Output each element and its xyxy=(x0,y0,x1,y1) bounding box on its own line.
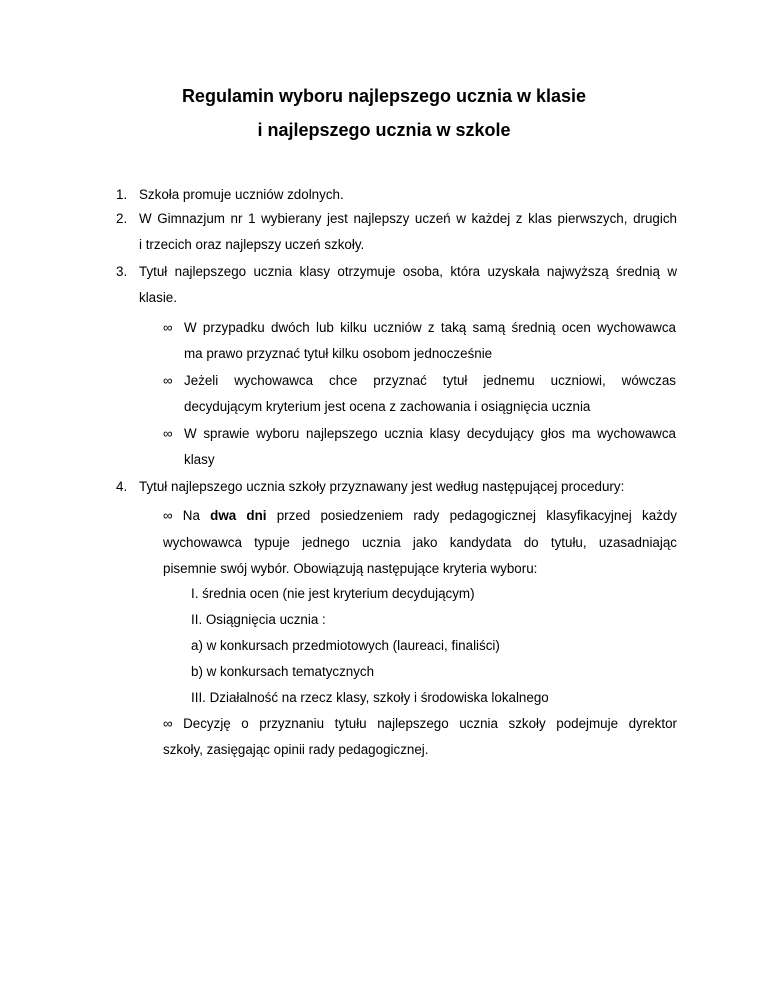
item-4-text: Tytuł najlepszego ucznia szkoły przyznawany jest według następującej procedury: xyxy=(139,479,625,494)
item-4-bullet-2-line1 xyxy=(163,715,677,733)
item-4-number: 4. xyxy=(116,479,128,494)
item-3-bullet-1-line2: ma prawo przyznać tytuł kilku osobom jednocześnie xyxy=(184,346,493,361)
item-3-line1: Tytuł najlepszego ucznia klasy otrzymuje osoba, która uzyskała najwyższą średnią w xyxy=(139,264,677,279)
criteria-item: II. Osiągnięcia ucznia : xyxy=(191,612,326,627)
item-2-line1: W Gimnazjum nr 1 wybierany jest najlepszy uczeń w każdej z klas pierwszych, drugich xyxy=(139,211,677,226)
item-4-bullet-1-line2: wychowawca typuje jednego ucznia jako kandydata do tytułu, uzasadniając xyxy=(163,535,677,550)
item-4-bullet-2-text: Decyzję o przyznaniu tytułu najlepszego ucznia szkoły podejmuje dyrektor xyxy=(183,716,677,731)
item-2-number: 2. xyxy=(116,211,128,226)
bullet-infinity-icon: ∞ xyxy=(163,320,173,335)
item-3-bullet-2-line1: Jeżeli wychowawca chce przyznać tytuł jednemu uczniowi, wówczas xyxy=(184,373,676,388)
criteria-item: a) w konkursach przedmiotowych (laureaci, finaliści) xyxy=(191,638,500,653)
item-3-bullet-3-line1: W sprawie wyboru najlepszego ucznia klasy decydujący głos ma wychowawca xyxy=(184,426,676,441)
item-4-bullet-1-pre: Na xyxy=(182,508,211,523)
item-4-bullet-2-line2: szkoły, zasięgając opinii rady pedagogicznej. xyxy=(163,742,429,757)
item-3-bullet-1-line1: W przypadku dwóch lub kilku uczniów z taką samą średnią ocen wychowawca xyxy=(184,320,676,335)
document-title-line1: Regulamin wyboru najlepszego ucznia w klasie xyxy=(181,86,587,106)
bullet-infinity-icon: ∞ xyxy=(163,373,173,388)
item-3-line2: klasie. xyxy=(139,290,177,305)
item-4-bullet-1-bold: dwa dni xyxy=(210,508,267,523)
criteria-item: III. Działalność na rzecz klasy, szkoły i środowiska lokalnego xyxy=(191,690,549,705)
item-3-bullet-3-line2: klasy xyxy=(184,452,215,467)
item-2-line2: i trzecich oraz najlepszy uczeń szkoły. xyxy=(139,237,365,252)
criteria-item: I. średnia ocen (nie jest kryterium decydującym) xyxy=(191,586,475,601)
bullet-infinity-icon: ∞ xyxy=(163,426,173,441)
bullet-infinity-icon: ∞ xyxy=(163,716,173,731)
item-3-bullet-2-line2: decydującym kryterium jest ocena z zachowania i osiągnięcia ucznia xyxy=(184,399,591,414)
item-3-number: 3. xyxy=(116,264,128,279)
item-1-text: Szkoła promuje uczniów zdolnych. xyxy=(139,187,344,202)
item-4-bullet-1-post: przed posiedzeniem rady pedagogicznej klasyfikacyjnej każdy xyxy=(266,508,677,523)
document-title-line2: i najlepszego ucznia w szkole xyxy=(257,120,511,140)
item-4-bullet-1-line1 xyxy=(163,507,677,525)
item-1-number: 1. xyxy=(116,187,128,202)
criteria-item: b) w konkursach tematycznych xyxy=(191,664,375,679)
item-4-bullet-1-line3: pisemnie swój wybór. Obowiązują następujące kryteria wyboru: xyxy=(163,561,538,576)
bullet-infinity-icon: ∞ xyxy=(163,508,173,523)
